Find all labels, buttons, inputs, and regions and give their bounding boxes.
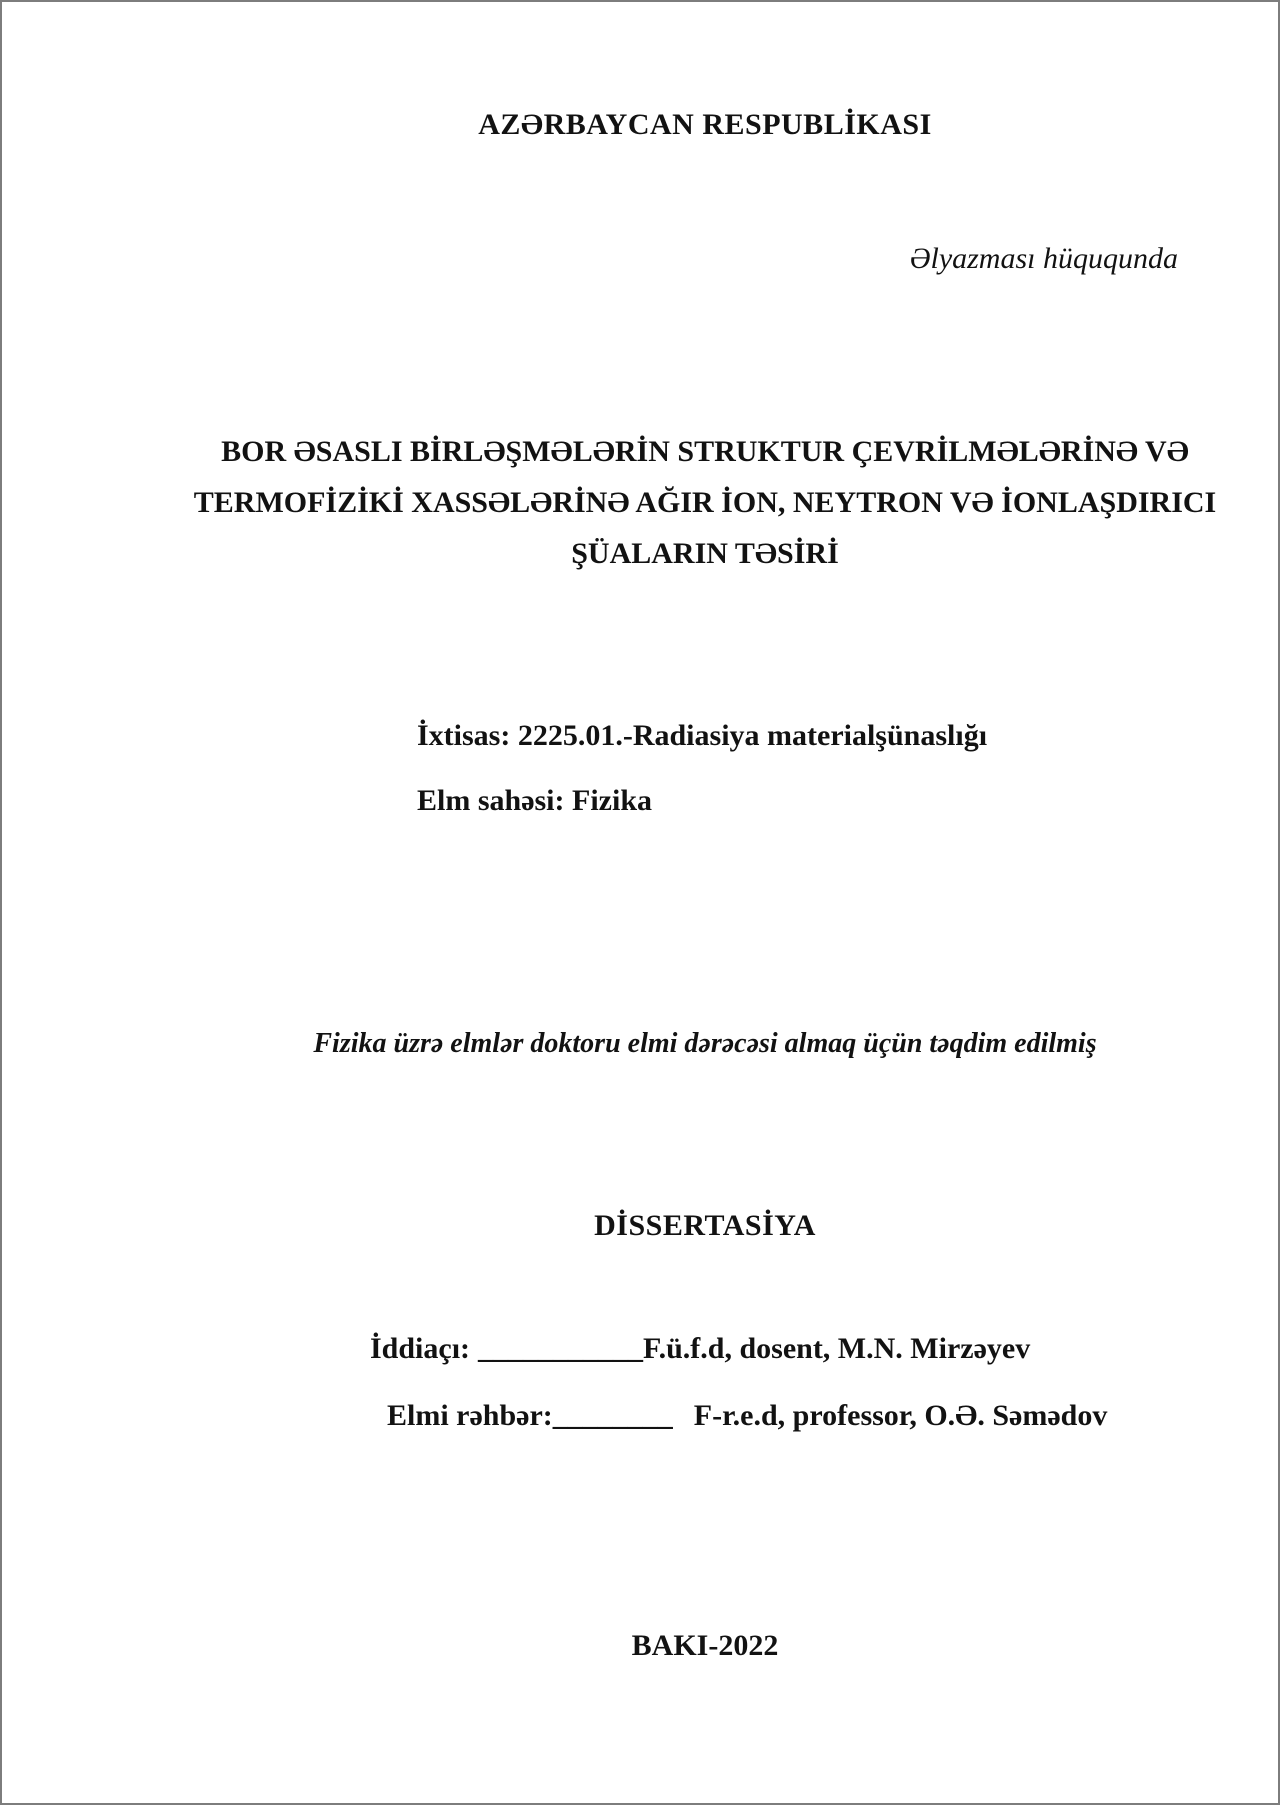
title-line-2: TERMOFİZİKİ XASSƏLƏRİNƏ AĞIR İON, NEYTRON VƏ İONLAŞDIRICI: [193, 486, 1217, 519]
degree-submission-note: Fizika üzrə elmlər doktoru elmi dərəcəsi almaq üçün təqdim edilmiş: [313, 1028, 1097, 1059]
dissertation-title: [132, 426, 1278, 579]
city-year-line: BAKI-2022: [631, 1629, 779, 1662]
applicant-signature-blank: ___________: [478, 1332, 644, 1365]
applicant-label: İddiaçı:: [370, 1332, 471, 1365]
supervisor-name: F-r.e.d, professor, O.Ə. Səmədov: [693, 1399, 1108, 1432]
country-header: AZƏRBAYCAN RESPUBLİKASI: [478, 108, 932, 141]
supervisor-signature-blank: ________: [552, 1399, 673, 1432]
specialty-line: İxtisas: 2225.01.-Radiasiya materialşünaslığı: [417, 719, 988, 752]
manuscript-rights-note: Əlyazması hüququnda: [909, 242, 1178, 275]
title-line-3: ŞÜALARIN TƏSİRİ: [571, 537, 839, 570]
applicant-name: F.ü.f.d, dosent, M.N. Mirzəyev: [643, 1332, 1031, 1365]
applicant-signature-line: [370, 1332, 1030, 1366]
document-type-heading: DİSSERTASİYA: [594, 1209, 816, 1242]
supervisor-label: Elmi rəhbər:: [387, 1399, 553, 1432]
science-field-line: Elm sahəsi: Fizika: [417, 784, 653, 817]
title-line-1: BOR ƏSASLI BİRLƏŞMƏLƏRİN STRUKTUR ÇEVRİLMƏLƏRİNƏ VƏ: [221, 435, 1189, 468]
supervisor-signature-line: [387, 1399, 1107, 1433]
